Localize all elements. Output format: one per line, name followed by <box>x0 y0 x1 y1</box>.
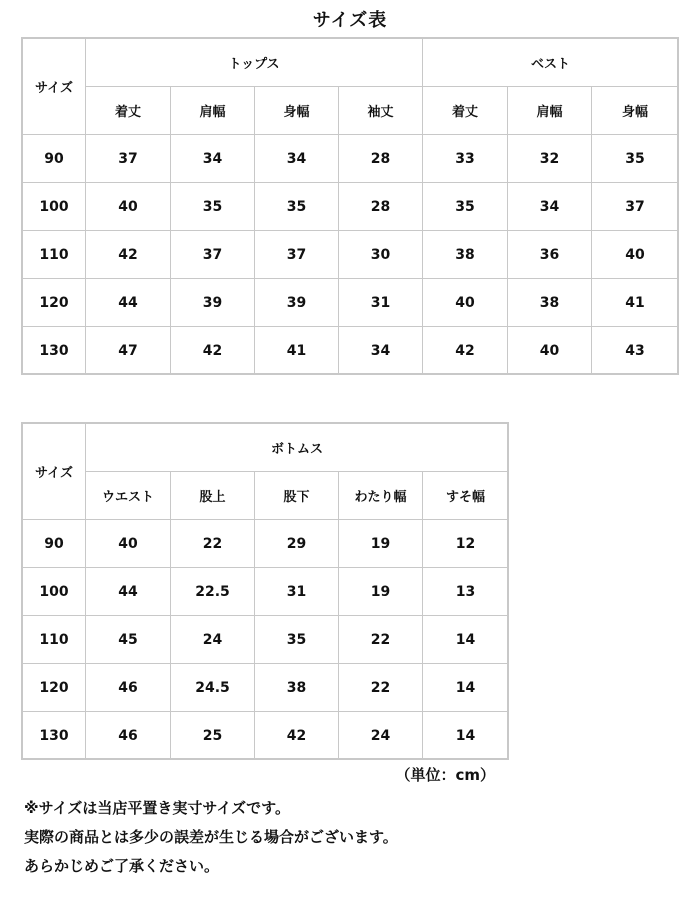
table-cell: 35 <box>423 183 508 231</box>
size-cell: 100 <box>23 568 86 616</box>
table-cell: 31 <box>255 568 339 616</box>
table-cell: 30 <box>339 231 423 279</box>
page-title: サイズ表 <box>312 10 388 31</box>
tops-size-table <box>22 38 679 375</box>
column-header: 肩幅 <box>508 87 592 135</box>
table-cell: 24 <box>171 616 255 664</box>
table-cell: 42 <box>86 231 171 279</box>
table-cell: 22 <box>339 664 423 712</box>
column-header: 着丈 <box>86 87 171 135</box>
table-cell: 34 <box>171 135 255 183</box>
column-header: 身幅 <box>592 87 679 135</box>
table-cell: 22.5 <box>171 568 255 616</box>
table-cell: 32 <box>508 135 592 183</box>
table-cell: 38 <box>255 664 339 712</box>
column-header: ウエスト <box>86 472 171 520</box>
table-cell: 43 <box>592 327 679 375</box>
note-line: 実際の商品とは多少の誤差が生じる場合がございます。 <box>24 828 398 846</box>
size-header: サイズ <box>23 39 86 135</box>
table-cell: 28 <box>339 135 423 183</box>
table-cell: 35 <box>255 616 339 664</box>
table-cell: 42 <box>423 327 508 375</box>
unit-note: （単位：cm） <box>395 766 495 784</box>
table-cell: 25 <box>171 712 255 760</box>
table-row <box>23 616 509 664</box>
column-header: 股下 <box>255 472 339 520</box>
size-cell: 90 <box>23 520 86 568</box>
size-cell: 110 <box>23 616 86 664</box>
bottoms-group-header: ボトムス <box>86 424 509 472</box>
column-header: 袖丈 <box>339 87 423 135</box>
table-cell: 24 <box>339 712 423 760</box>
column-header: 身幅 <box>255 87 339 135</box>
notes-block <box>24 794 398 881</box>
size-cell: 100 <box>23 183 86 231</box>
table-cell: 22 <box>339 616 423 664</box>
table-cell: 41 <box>592 279 679 327</box>
table-cell: 14 <box>423 664 509 712</box>
note-line: あらかじめご了承ください。 <box>24 857 220 875</box>
column-header: 着丈 <box>423 87 508 135</box>
table-cell: 40 <box>423 279 508 327</box>
table-cell: 33 <box>423 135 508 183</box>
table-row <box>23 568 509 616</box>
table-cell: 41 <box>255 327 339 375</box>
table-cell: 38 <box>423 231 508 279</box>
table-cell: 22 <box>171 520 255 568</box>
table-cell: 37 <box>171 231 255 279</box>
table-cell: 42 <box>171 327 255 375</box>
table-cell: 40 <box>86 183 171 231</box>
size-header: サイズ <box>23 424 86 520</box>
table-cell: 14 <box>423 616 509 664</box>
note-line: ※サイズは当店平置き実寸サイズです。 <box>24 799 290 817</box>
table-cell: 44 <box>86 568 171 616</box>
table-cell: 46 <box>86 664 171 712</box>
size-cell: 90 <box>23 135 86 183</box>
table-cell: 40 <box>592 231 679 279</box>
table-row <box>23 279 679 327</box>
table-cell: 12 <box>423 520 509 568</box>
table-cell: 37 <box>592 183 679 231</box>
table-row <box>23 712 509 760</box>
size-cell: 130 <box>23 327 86 375</box>
table-cell: 44 <box>86 279 171 327</box>
table-cell: 34 <box>508 183 592 231</box>
table-cell: 39 <box>255 279 339 327</box>
table-cell: 14 <box>423 712 509 760</box>
table-cell: 40 <box>508 327 592 375</box>
table-row <box>23 520 509 568</box>
table-cell: 34 <box>339 327 423 375</box>
table-cell: 36 <box>508 231 592 279</box>
table-cell: 13 <box>423 568 509 616</box>
table-cell: 39 <box>171 279 255 327</box>
table-cell: 46 <box>86 712 171 760</box>
column-header: わたり幅 <box>339 472 423 520</box>
table-cell: 19 <box>339 520 423 568</box>
table-cell: 45 <box>86 616 171 664</box>
table-cell: 37 <box>86 135 171 183</box>
table-cell: 35 <box>255 183 339 231</box>
table-row <box>23 664 509 712</box>
table-cell: 37 <box>255 231 339 279</box>
column-header: すそ幅 <box>423 472 509 520</box>
table-cell: 35 <box>592 135 679 183</box>
bottoms-size-table <box>22 423 509 760</box>
table-cell: 29 <box>255 520 339 568</box>
size-cell: 120 <box>23 279 86 327</box>
table-row <box>23 183 679 231</box>
table-cell: 47 <box>86 327 171 375</box>
table-row <box>23 327 679 375</box>
table-row <box>23 231 679 279</box>
table-cell: 34 <box>255 135 339 183</box>
column-header: 肩幅 <box>171 87 255 135</box>
column-header: 股上 <box>171 472 255 520</box>
table-cell: 42 <box>255 712 339 760</box>
table-cell: 19 <box>339 568 423 616</box>
tops-group-header: トップス <box>86 39 423 87</box>
vest-group-header: ベスト <box>423 39 679 87</box>
table-row <box>23 135 679 183</box>
size-cell: 130 <box>23 712 86 760</box>
table-cell: 35 <box>171 183 255 231</box>
table-cell: 38 <box>508 279 592 327</box>
table-cell: 24.5 <box>171 664 255 712</box>
size-cell: 120 <box>23 664 86 712</box>
size-cell: 110 <box>23 231 86 279</box>
table-cell: 28 <box>339 183 423 231</box>
table-cell: 40 <box>86 520 171 568</box>
table-cell: 31 <box>339 279 423 327</box>
